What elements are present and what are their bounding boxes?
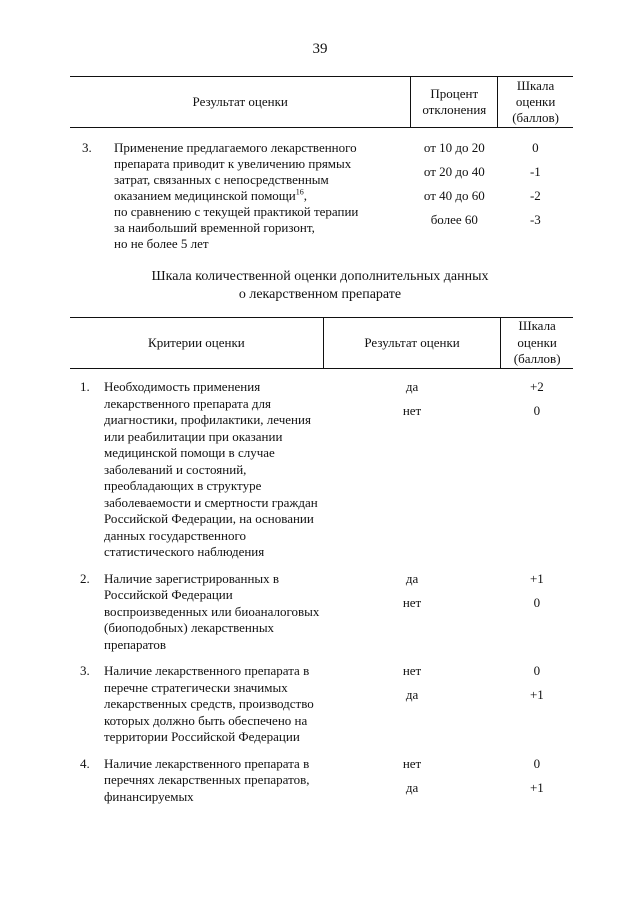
criterion-text: Наличие зарегистрированных в Российской Федерации воспроизведенных или биоаналоговых (биоподобных) лекарственных препаратов — [104, 570, 320, 652]
header-score: Шкала оценки (баллов) — [501, 318, 573, 369]
result-values: нет да — [402, 755, 422, 795]
score-values: +1 0 — [529, 570, 544, 610]
criterion-text: Наличие лекарственного препарата в перечне стратегически значимых лекарственных средств, производство которых должно быть обеспечено на территории Российской Федерации — [104, 663, 314, 744]
criterion-text: Необходимость применения лекарственного препарата для диагностики, профилактики, лечения или реабилитации при оказании медицинской помощи в случае заболеваний и состояний, преобладающих в структуре заболеваемости и смертности граждан Российской Федерации, на основании данных государственного статистического наблюдения — [104, 379, 318, 559]
table-row — [70, 756, 573, 816]
table-row — [70, 571, 573, 664]
row-number: 3. — [80, 663, 90, 678]
footnote-marker: 16 — [295, 187, 304, 197]
result-values: да нет — [402, 570, 422, 610]
score-values: 0 +1 — [529, 663, 544, 702]
header-result: Результат оценки — [323, 318, 500, 369]
header-result: Результат оценки — [70, 77, 411, 128]
row-number: 1. — [80, 379, 90, 394]
percent-values: от 10 до 20 от 20 до 40 от 40 до 60 более 60 — [423, 140, 485, 227]
score-values: 0 +1 — [529, 755, 544, 795]
score-values: 0 -1 -2 -3 — [529, 140, 541, 227]
table-row — [70, 369, 573, 571]
row-number: 2. — [80, 570, 90, 586]
criterion-text: Наличие лекарственного препарата в перечнях лекарственных препаратов, финансируемых — [104, 755, 310, 804]
row-number: 3. — [82, 140, 92, 155]
header-percent: Процент отклонения — [411, 77, 498, 128]
additional-data-score-table — [70, 317, 573, 815]
page-number: 39 — [312, 41, 328, 57]
header-criteria: Критерии оценки — [70, 318, 323, 369]
result-values: да нет — [402, 379, 422, 418]
table-row — [70, 128, 573, 253]
section-heading: Шкала количественной оценки дополнительных данных о лекарственном препарате — [151, 269, 489, 302]
result-values: нет да — [402, 663, 422, 702]
deviation-score-table — [70, 76, 573, 252]
criterion-text: Применение предлагаемого лекарственного препарата приводит к увеличению прямых затрат, связанных с непосредственным оказанием медицинской помощи$^{16}$, по сравнению с текущей практикой терапии за наибольший временной горизонт, но не более 5 лет — [114, 140, 359, 251]
table-row — [70, 663, 573, 756]
header-score: Шкала оценки (баллов) — [498, 77, 573, 128]
row-number: 4. — [80, 755, 90, 771]
score-values: +2 0 — [529, 379, 544, 418]
